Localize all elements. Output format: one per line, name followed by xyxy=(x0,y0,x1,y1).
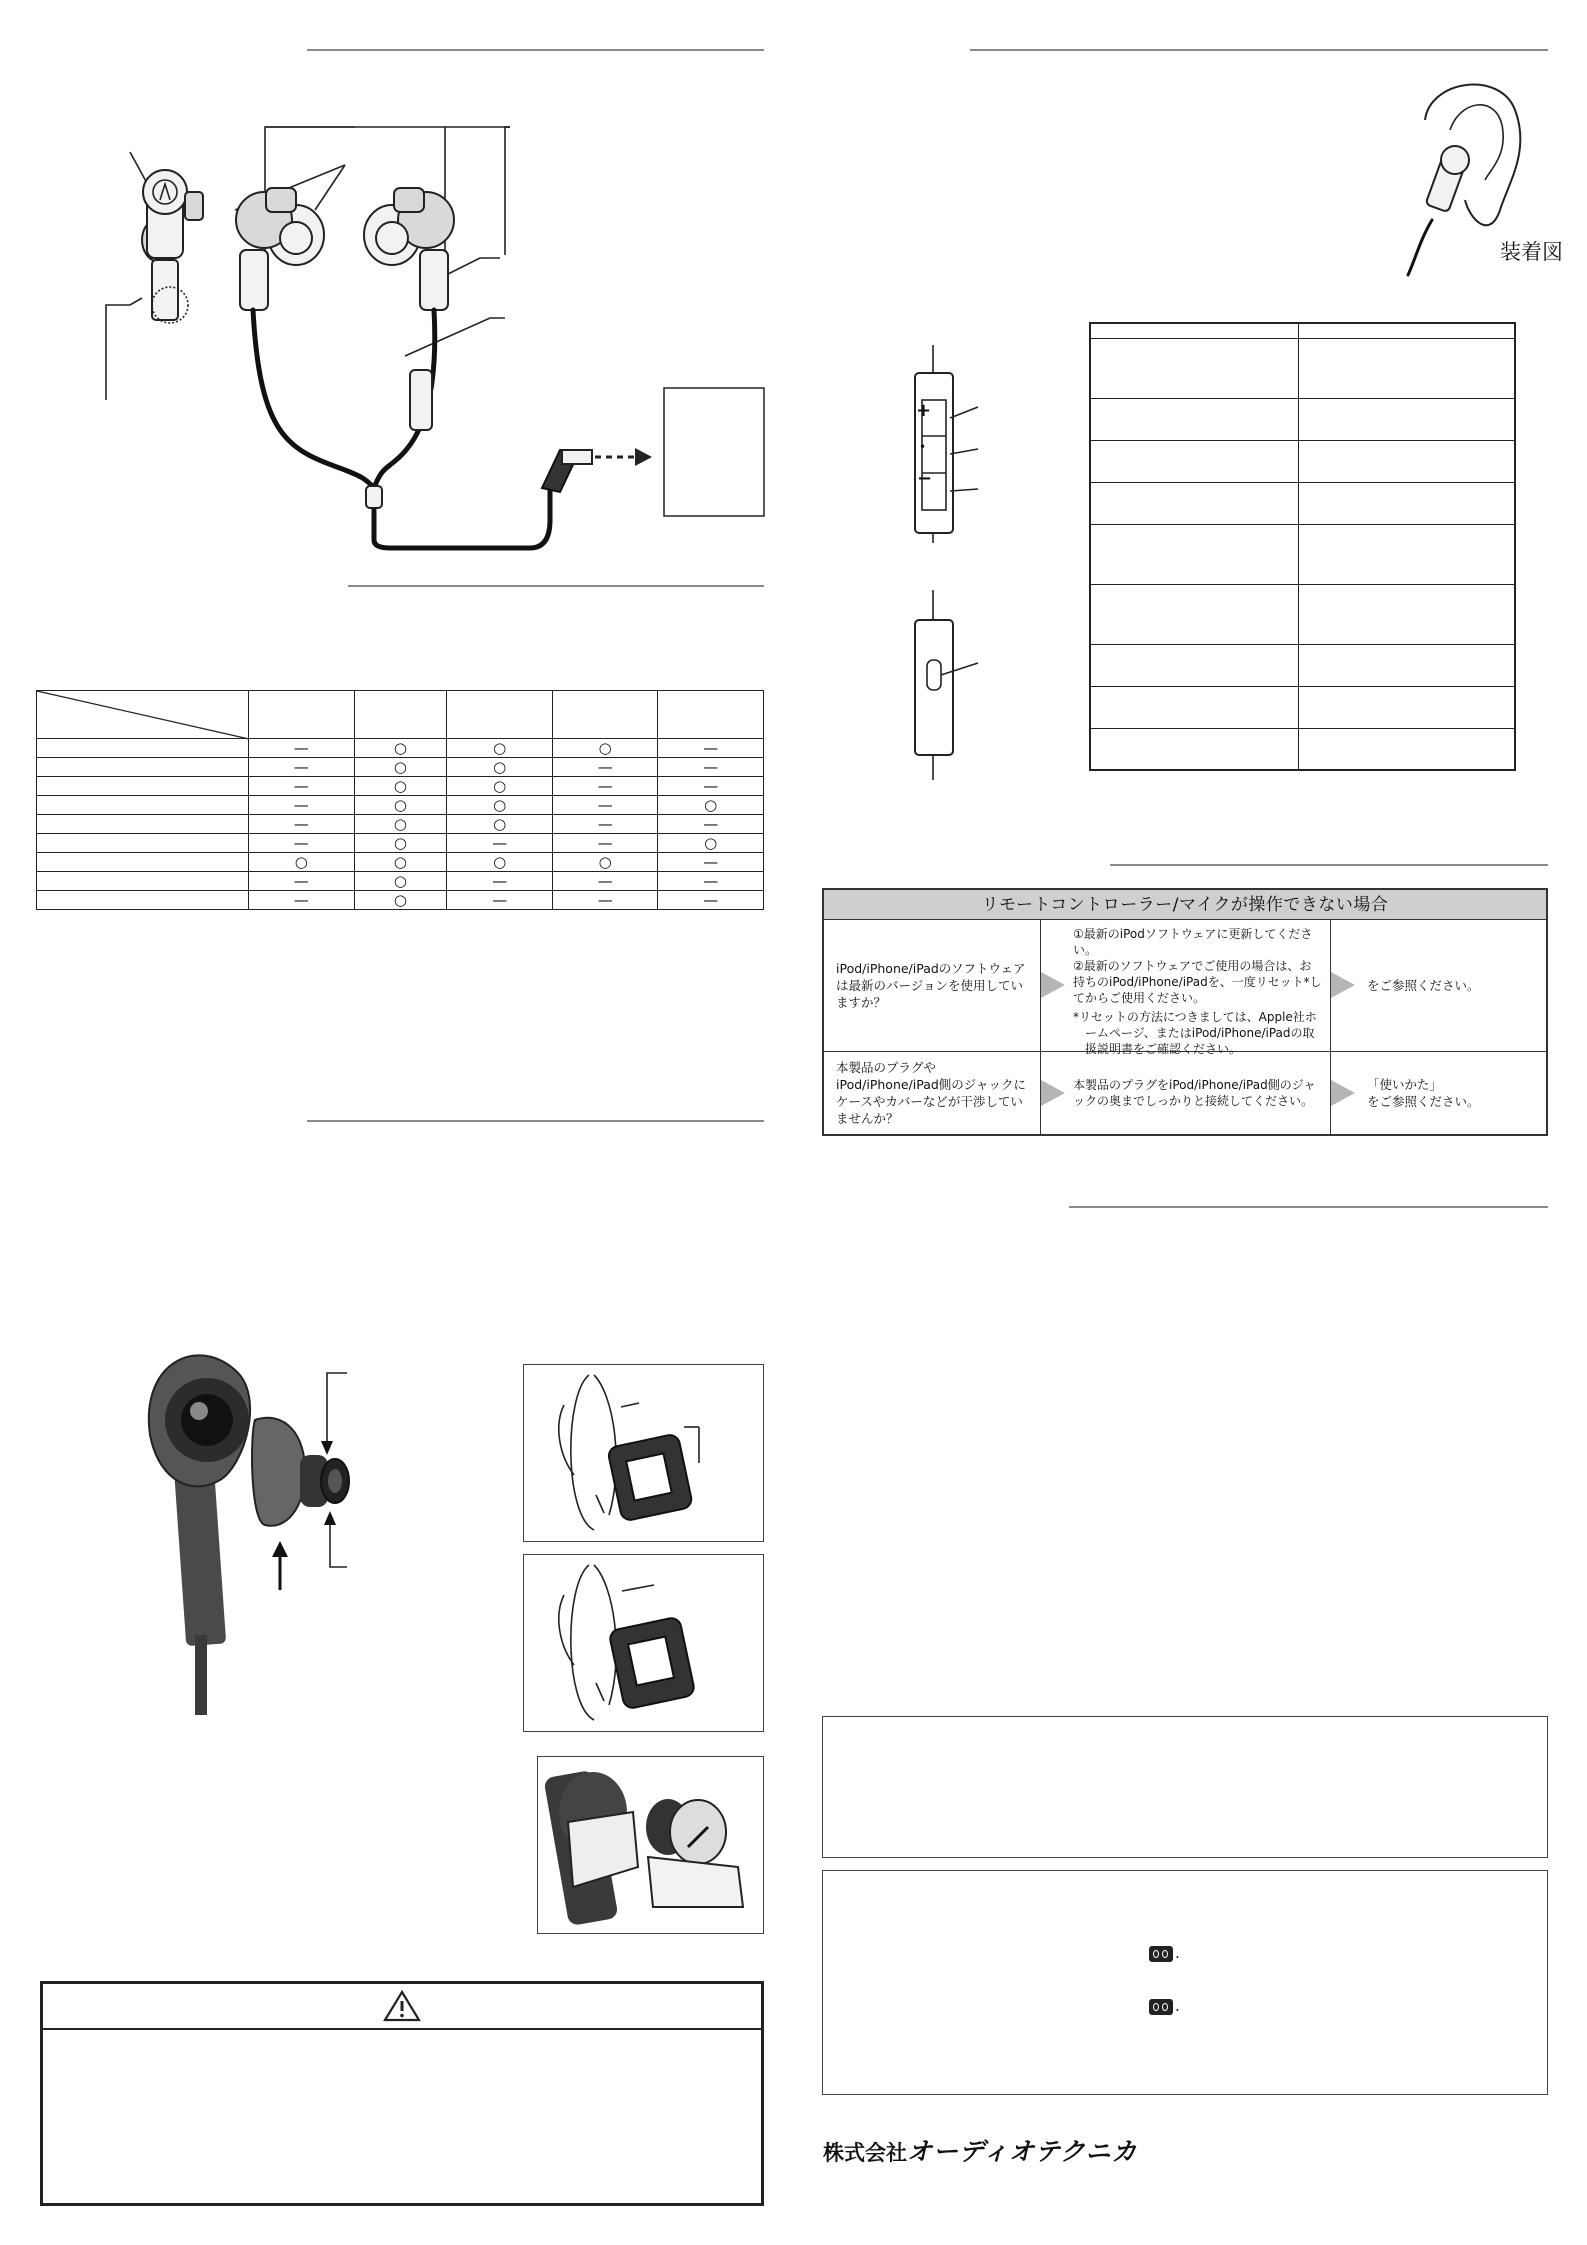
arrow-icon xyxy=(1041,1080,1065,1106)
table-row: — ○ ○ — — xyxy=(37,815,764,834)
remote-diagram xyxy=(900,345,990,785)
section-rule xyxy=(970,49,1548,51)
trouble-question: 本製品のプラグやiPod/iPhone/iPad側のジャックにケースやカバーなどが干渉していませんか？ xyxy=(824,1052,1041,1134)
trouble-row xyxy=(824,920,1546,1056)
section-rule xyxy=(1110,864,1548,866)
column-header xyxy=(249,691,355,739)
trouble-solution: ①最新のiPodソフトウェアに更新してください。 ②最新のソフトウェアでご使用の場合は、お持ちのiPod/iPhone/iPadを、一度リセット*してからご使用ください。 *リセットの方法につきましては、Apple社ホームページ、またはiPod/iPhone/iPadの取扱説明書をご確認ください。 xyxy=(1041,920,1331,1051)
info-box xyxy=(822,1716,1548,1858)
earpiece-photo xyxy=(135,1345,375,1715)
toll-free-icon xyxy=(1149,1999,1173,2015)
column-header xyxy=(354,691,447,739)
warning-box xyxy=(40,1981,764,2206)
warning-header xyxy=(43,1984,761,2030)
arrow-icon xyxy=(1041,972,1065,998)
phone-row: . xyxy=(1149,1997,1180,2015)
column-header xyxy=(658,691,764,739)
wearing-label: 装着図 xyxy=(1500,240,1563,264)
trouble-reference: 「使いかた」 をご参照ください。 xyxy=(1331,1052,1546,1134)
parts-diagram xyxy=(90,120,770,560)
column-header xyxy=(552,691,658,739)
table-row: — ○ — — — xyxy=(37,891,764,910)
arrow-icon xyxy=(1331,1080,1355,1106)
table-corner xyxy=(37,691,249,739)
troubleshooting-table xyxy=(822,888,1548,1136)
table-row: ○ ○ ○ ○ — xyxy=(37,853,764,872)
warning-triangle-icon xyxy=(383,1990,421,2022)
column-header xyxy=(447,691,553,739)
table-row: — ○ — — ○ xyxy=(37,834,764,853)
table-row: — ○ ○ — — xyxy=(37,758,764,777)
table-row: — ○ — — — xyxy=(37,872,764,891)
contact-box xyxy=(822,1870,1548,2095)
compatibility-table xyxy=(36,690,764,910)
trouble-row xyxy=(824,1052,1546,1134)
section-rule xyxy=(307,1120,764,1122)
remote-minus-label: − xyxy=(917,468,933,489)
table-row: — ○ ○ — ○ xyxy=(37,796,764,815)
section-rule xyxy=(348,585,764,587)
trouble-question: iPod/iPhone/iPadのソフトウェアは最新のバージョンを使用していますか？ xyxy=(824,920,1041,1051)
section-rule xyxy=(1069,1206,1548,1208)
table-row: — ○ ○ ○ — xyxy=(37,739,764,758)
phone-row: . xyxy=(1149,1944,1180,1962)
spec-table xyxy=(1089,322,1516,771)
arrow-icon xyxy=(1331,972,1355,998)
toll-free-icon xyxy=(1149,1946,1173,1962)
company-name: 株式会社オーディオテクニカ xyxy=(823,2137,1138,2166)
trouble-header: リモートコントローラー/マイクが操作できない場合 xyxy=(824,890,1546,920)
detail-panel-3 xyxy=(537,1756,764,1934)
detail-panel-1 xyxy=(523,1364,764,1542)
remote-center-label: • xyxy=(919,440,927,454)
section-rule xyxy=(307,49,764,51)
trouble-solution: 本製品のプラグをiPod/iPhone/iPad側のジャックの奥までしっかりと接続してください。 xyxy=(1041,1052,1331,1134)
table-row: — ○ ○ — — xyxy=(37,777,764,796)
detail-panel-2 xyxy=(523,1554,764,1732)
remote-plus-label: + xyxy=(916,400,932,421)
trouble-reference: をご参照ください。 xyxy=(1331,920,1546,1051)
